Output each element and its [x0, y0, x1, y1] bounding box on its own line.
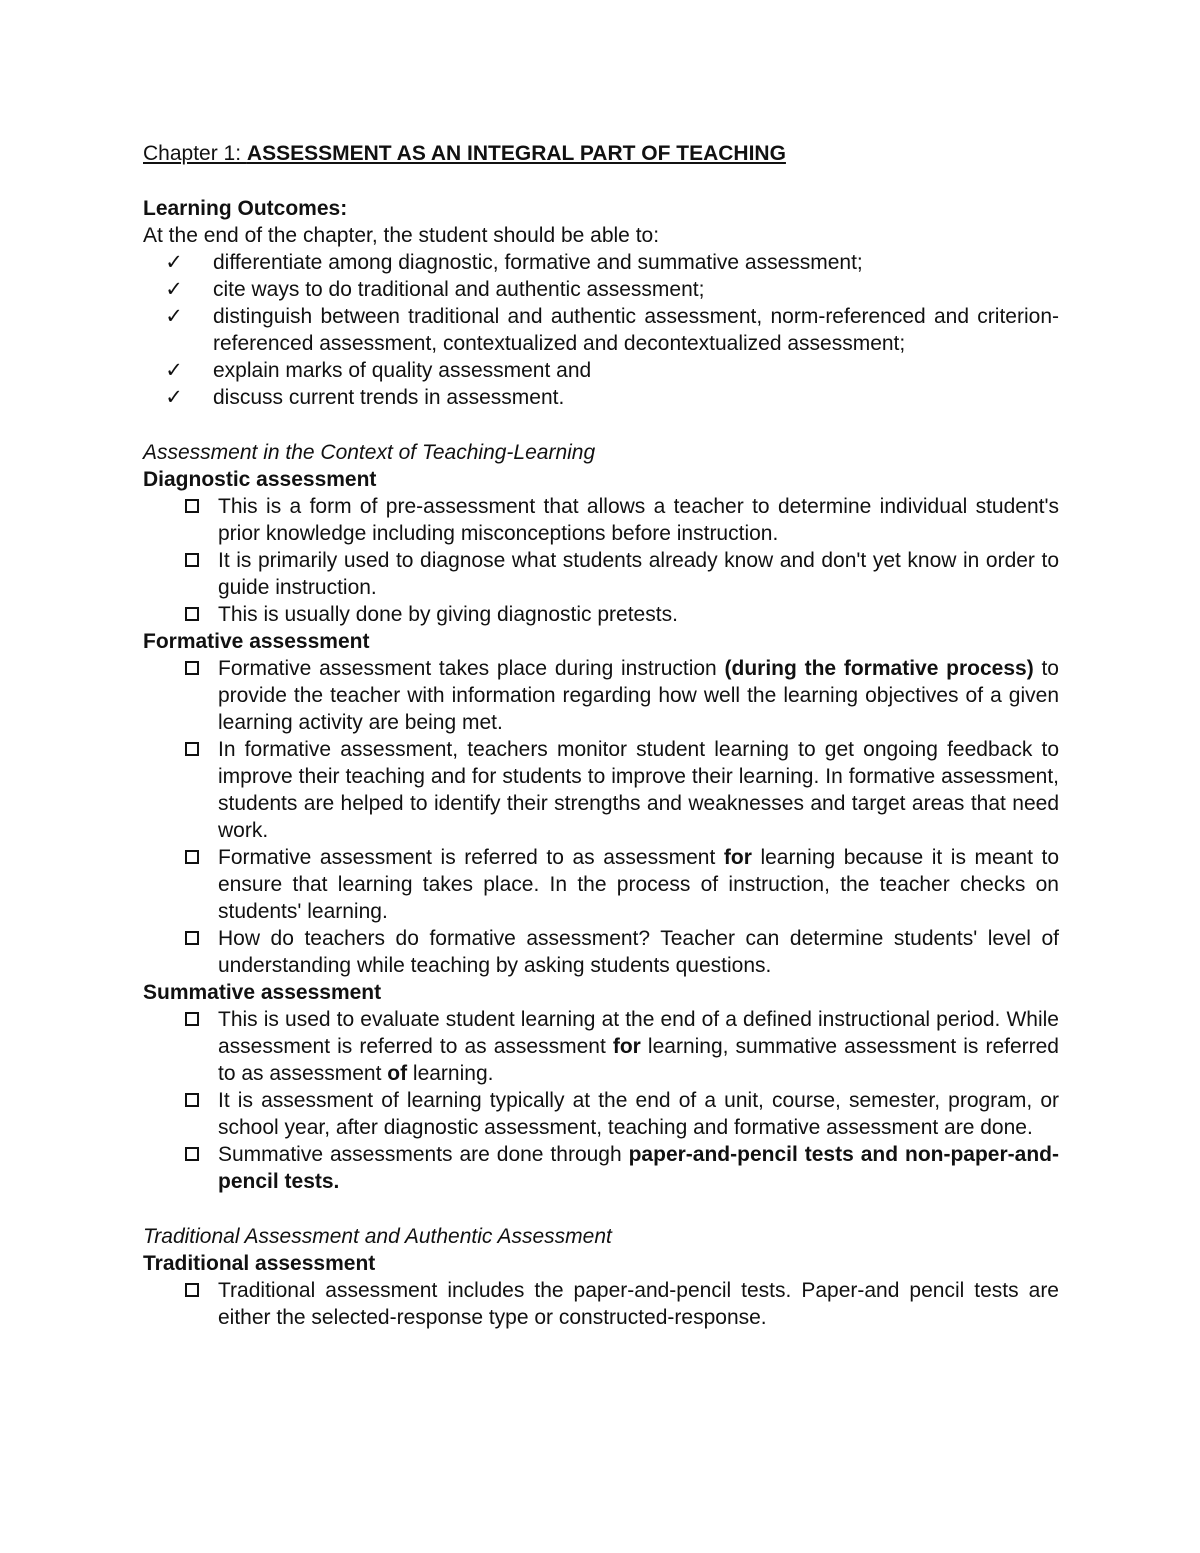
chapter-title: [143, 140, 1059, 167]
learning-outcomes-heading: Learning Outcomes:: [143, 197, 348, 220]
checkbox-icon: [185, 1283, 199, 1297]
section-title-traditional-authentic: Traditional Assessment and Authentic Assessment: [143, 1225, 612, 1248]
checkbox-icon: [185, 1012, 199, 1026]
list-item: It is primarily used to diagnose what students already know and don't yet know in order to guide instruction.: [143, 547, 1059, 601]
list-item: ✓ cite ways to do traditional and authentic assessment;: [143, 276, 1059, 303]
checkbox-icon: [185, 850, 199, 864]
formative-heading: Formative assessment: [143, 630, 370, 653]
list-item: This is usually done by giving diagnostic pretests.: [143, 601, 1059, 628]
checkbox-icon: [185, 931, 199, 945]
list-item: Summative assessments are done through paper-and-pencil tests and non-paper-and-pencil tests.: [143, 1141, 1059, 1195]
list-item: In formative assessment, teachers monitor student learning to get ongoing feedback to improve their teaching and for students to improve their learning. In formative assessment, students are helped to identify their strengths and weaknesses and target areas that need work.: [143, 736, 1059, 844]
list-item: Formative assessment takes place during instruction (during the formative process) to provide the teacher with information regarding how well the learning objectives of a given learning activity are being met.: [143, 655, 1059, 736]
check-mark-icon: ✓: [165, 251, 183, 274]
list-item: ✓ distinguish between traditional and authentic assessment, norm-referenced and criterion-referenced assessment, contextualized and decontextualized assessment;: [143, 303, 1059, 357]
check-mark-icon: ✓: [165, 359, 183, 382]
list-item: This is used to evaluate student learning at the end of a defined instructional period. While assessment is referred to as assessment for learning, summative assessment is referred to as assessment of learning.: [143, 1006, 1059, 1087]
list-item: Traditional assessment includes the paper-and-pencil tests. Paper-and pencil tests are either the selected-response type or constructed-response.: [143, 1277, 1059, 1331]
formative-list: [143, 655, 1059, 979]
list-item: ✓ discuss current trends in assessment.: [143, 384, 1059, 411]
checkbox-icon: [185, 1093, 199, 1107]
checkbox-icon: [185, 742, 199, 756]
checkbox-icon: [185, 553, 199, 567]
chapter-title-text: ASSESSMENT AS AN INTEGRAL PART OF TEACHING: [246, 142, 786, 165]
checkbox-icon: [185, 661, 199, 675]
summative-heading: Summative assessment: [143, 981, 382, 1004]
document-page: [143, 140, 1059, 1331]
chapter-prefix: Chapter 1:: [143, 142, 247, 165]
learning-outcomes-intro: At the end of the chapter, the student should be able to:: [143, 224, 660, 247]
summative-list: [143, 1006, 1059, 1195]
check-mark-icon: ✓: [165, 386, 183, 409]
diagnostic-list: [143, 493, 1059, 628]
list-item: How do teachers do formative assessment? Teacher can determine students' level of understanding while teaching by asking students questions.: [143, 925, 1059, 979]
list-item: ✓ differentiate among diagnostic, formative and summative assessment;: [143, 249, 1059, 276]
check-mark-icon: ✓: [165, 278, 183, 301]
section-title-context: Assessment in the Context of Teaching-Learning: [143, 441, 596, 464]
list-item: Formative assessment is referred to as assessment for learning because it is meant to ensure that learning takes place. In the process of instruction, the teacher checks on students' learning.: [143, 844, 1059, 925]
checkbox-icon: [185, 1147, 199, 1161]
traditional-list: [143, 1277, 1059, 1331]
list-item: This is a form of pre-assessment that allows a teacher to determine individual student's prior knowledge including misconceptions before instruction.: [143, 493, 1059, 547]
list-item: It is assessment of learning typically at the end of a unit, course, semester, program, or school year, after diagnostic assessment, teaching and formative assessment are done.: [143, 1087, 1059, 1141]
check-mark-icon: ✓: [165, 305, 183, 328]
checkbox-icon: [185, 499, 199, 513]
diagnostic-heading: Diagnostic assessment: [143, 468, 377, 491]
traditional-heading: Traditional assessment: [143, 1252, 376, 1275]
learning-outcomes-list: [143, 249, 1059, 411]
list-item: ✓ explain marks of quality assessment and: [143, 357, 1059, 384]
checkbox-icon: [185, 607, 199, 621]
